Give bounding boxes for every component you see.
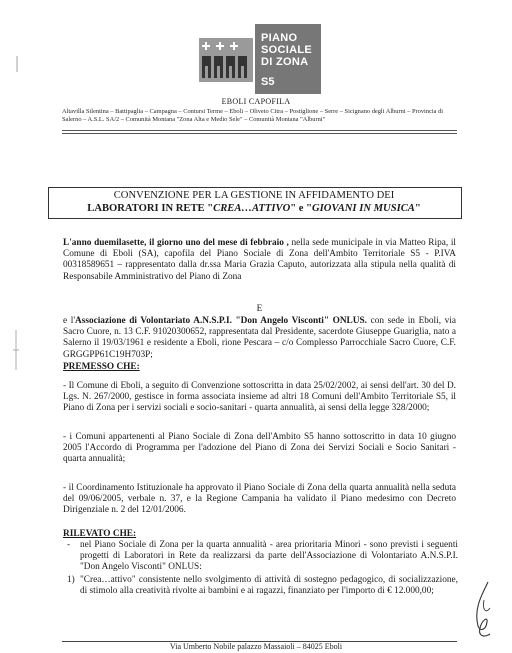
footer-address: Via Umberto Nobile palazzo Massaioli – 84025 Eboli bbox=[169, 642, 343, 651]
logo-line-2: SOCIALE bbox=[261, 44, 312, 56]
logo-line-3: DI ZONA bbox=[261, 56, 309, 68]
number-marker: 1) bbox=[67, 575, 75, 585]
conv-part-a: LABORATORI IN RETE " bbox=[87, 203, 214, 214]
piano-sociale-logo bbox=[197, 24, 321, 94]
header-rule-bottom bbox=[62, 133, 457, 134]
p1-rest: nella sede municipale in via Matteo Ripa, il Comune di Eboli (SA), capofila del Piano Sociale di Zona dell'Ambito Territoriale S5 - P.IVA 00318589651 – rappresentato dalla dr.ssa Maria Grazia Caputo, autorizzata alla stipula nella qualità di Responsabile Amministrativo del Piano di Zona bbox=[63, 238, 456, 282]
conv-part-giovani: GIOVANI IN MUSICA bbox=[312, 203, 415, 214]
convention-title-line-1: CONVENZIONE PER LA GESTIONE IN AFFIDAMENTO DEI bbox=[113, 190, 395, 201]
logo-panel bbox=[255, 24, 321, 94]
heading-rilevato: RILEVATO CHE: bbox=[63, 529, 137, 539]
premise-3: - il Coordinamento Istituzionale ha approvato il Piano Sociale di Zona della quarta annualità nella seduta del 09/06/2005, verbale n. 37, e la Regione Campania ha validato il Piano medesimo con Decreto Dirigenziale n. 2 del 12/01/2006. bbox=[63, 483, 456, 516]
ente-capofila: EBOLI CAPOFILA bbox=[221, 97, 291, 106]
comuni-list: Altavilla Silentina – Battipaglia – Campagna – Contursi Terme – Eboli – Oliveto Citra – Postiglione – Serre – Sicignano degli Alburni – Provincia di Salerno – A.S.L. SA/2 – Comunità Montana "Zona Alta e Medio Sele" – Comunità Montana "Alburni" bbox=[62, 108, 444, 123]
conv-part-e: " bbox=[414, 203, 421, 214]
p2-a: e l' bbox=[63, 316, 75, 326]
conv-part-c: " e " bbox=[290, 203, 313, 214]
premise-1: - Il Comune di Eboli, a seguito di Convenzione sottoscritta in data 25/02/2002, ai sensi dell'art. 30 del D. Lgs. N. 267/2000, gestisce in forma associata insieme ad altri 18 Comuni dell'Ambito Territoriale S5, il Piano di Zona per i servizi sociali e socio-sanitari - quarta annualità, ai sensi della legge 328/2000; bbox=[63, 381, 456, 414]
rilevato-item-1 bbox=[67, 540, 458, 574]
margin-mark-middle bbox=[12, 330, 20, 370]
logo-figures-icon bbox=[197, 24, 255, 94]
heading-premesso: PREMESSO CHE: bbox=[63, 362, 140, 372]
header-rule-top bbox=[62, 130, 457, 131]
rilevato-item-1-text: nel Piano Sociale di Zona per la quarta annualità - area prioritaria Minori - sono previsti i seguenti progetti di Laboratori in Rete da realizzarsi da parte dell'Associazione di Volontariato A.N.S.P.I. "Don Angelo Visconti" ONLUS: bbox=[80, 540, 458, 573]
margin-mark-top bbox=[14, 56, 20, 72]
logo-line-1: PIANO bbox=[261, 32, 298, 44]
conv-part-crea-attivo: CREA…ATTIVO bbox=[213, 203, 291, 214]
paragraph-parties-association bbox=[63, 316, 456, 361]
p2-bold: Associazione di Volontariato A.N.S.P.I. "Don Angelo Visconti" ONLUS. bbox=[75, 316, 367, 326]
premise-2: - i Comuni appartenenti al Piano Sociale di Zona dell'Ambito S5 hanno sottoscritto in data 10 giugno 2005 l'Accordo di Programma per l'adozione del Piano di Zona dei Servizi Sociali e Socio Sanitari - quarta annualità; bbox=[63, 432, 456, 465]
handwritten-signature bbox=[460, 580, 500, 640]
conjunction-e: E bbox=[256, 304, 263, 314]
convention-title-line-2 bbox=[48, 202, 460, 215]
logo-title bbox=[261, 32, 312, 68]
convention-title bbox=[48, 189, 460, 215]
logo-number: S5 bbox=[261, 76, 275, 88]
rilevato-item-2-text: "Crea…attivo" consistente nello svolgimento di attività di sostegno pedagogico, di socializzazione, di stimolo alla creatività rivolte ai bambini e ai ragazzi, finanziato per l'importo di € 12.000,00; bbox=[80, 575, 458, 597]
rilevato-item-2 bbox=[67, 575, 458, 597]
p1-bold: L'anno duemilasette, il giorno uno del mese di febbraio , bbox=[63, 238, 289, 248]
p2-rest: con sede in Eboli, via Sacro Cuore, n. 13 C.F. 91020300652, rappresentata dal Presidente, sacerdote Giuseppe Guariglia, nato a Salerno il 19/03/1961 e residente a Eboli, rione Pescara – c/o Complesso Parrocchiale Sacro Cuore, C.F. GRGGPP61C19H703P; bbox=[63, 316, 456, 360]
dash-marker: - bbox=[67, 540, 71, 550]
paragraph-parties-comune bbox=[63, 238, 456, 283]
